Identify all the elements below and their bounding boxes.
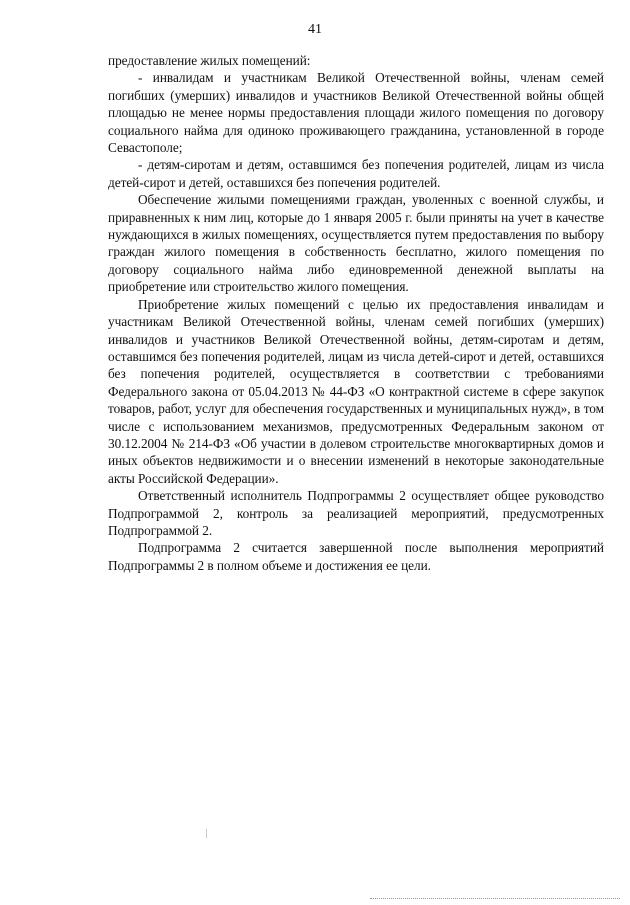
paragraph-completion: Подпрограмма 2 считается завершенной после выполнения мероприятий Подпрограммы 2 в полном объеме и достижения ее цели. bbox=[108, 540, 604, 573]
scan-artifact-mark bbox=[206, 829, 207, 838]
paragraph-housing-provision-intro: предоставление жилых помещений: bbox=[108, 53, 311, 68]
paragraph-military-housing: Обеспечение жилыми помещениями граждан, уволенных с военной службы, и приравненных к ним лиц, которые до 1 января 2005 г. были приняты на учет в качестве нуждающихся в жилых помещениях, осуществляется путем предоставления по выбору граждан жилого помещения в собственность бесплатно, жилого помещения по договору социального найма либо единовременной денежной выплаты на приобретение или строительство жилого помещения. bbox=[108, 192, 604, 295]
bottom-edge-rule bbox=[370, 898, 620, 899]
paragraph-orphans-item: - детям-сиротам и детям, оставшимся без попечения родителей, лицам из числа детей-сирот и детей, оставшихся без попечения родителей. bbox=[108, 157, 604, 190]
paragraph-veterans-item: - инвалидам и участникам Великой Отечественной войны, членам семей погибших (умерших) инвалидов и участников Великой Отечественной войны общей площадью не менее нормы предоставления площади жилого помещения по договору социального найма для одиноко проживающего гражданина, установленной в городе Севастополе; bbox=[108, 70, 604, 156]
paragraph-housing-acquisition: Приобретение жилых помещений с целью их предоставления инвалидам и участникам Великой Отечественной войны, членам семей погибших (умерших) инвалидов и участников Великой Отечественной войны, детям-сиротам и детям, оставшимся без попечения родителей, лицам из числа детей-сирот и детей, оставшихся без попечения родителей, осуществляется в соответствии с требованиями Федерального закона от 05.04.2013 № 44-ФЗ «О контрактной системе в сфере закупок товаров, работ, услуг для обеспечения государственных и муниципальных нужд», в том числе с использованием механизмов, предусмотренных Федеральным законом от 30.12.2004 № 214-ФЗ «Об участии в долевом строительстве многоквартирных домов и иных объектов недвижимости и о внесении изменений в некоторые законодательные акты Российской Федерации». bbox=[108, 296, 604, 486]
document-body bbox=[108, 52, 604, 574]
paragraph-responsible-executor: Ответственный исполнитель Подпрограммы 2 осуществляет общее руководство Подпрограммой 2, контроль за реализацией мероприятий, предусмотренных Подпрограммой 2. bbox=[108, 488, 604, 538]
page-number: 41 bbox=[308, 22, 322, 37]
